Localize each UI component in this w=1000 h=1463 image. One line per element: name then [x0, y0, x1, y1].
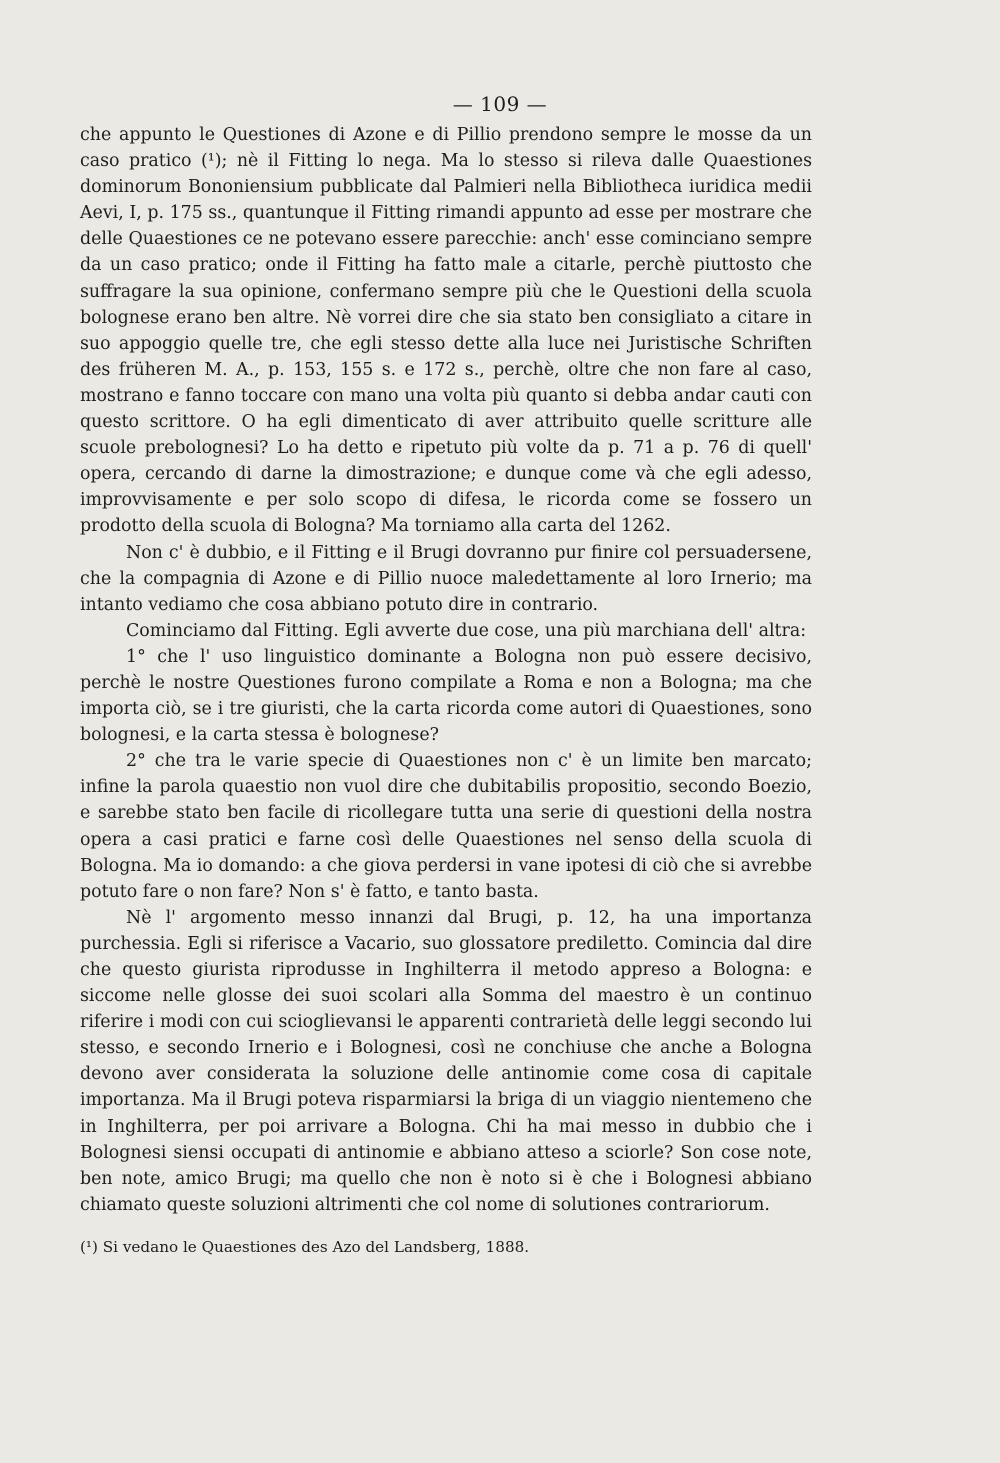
paragraph: Nè l' argomento messo innanzi dal Brugi, p. 12, ha una importanza purchessia. Egli si riferisce a Vacario, suo glossatore prediletto. Comincia dal dire che questo giurista riprodusse in Inghilterra il metodo appreso a Bologna: e siccome nelle glosse dei suoi scolari alla Somma del maestro è un continuo riferire i modi con cui scioglievansi le apparenti contrarietà delle leggi secondo lui stesso, e secondo Irnerio e i Bolognesi, così ne conchiuse che anche a Bologna devono aver considerata la soluzione delle antinomie come cosa di capitale importanza. Ma il Brugi poteva risparmiarsi la briga di un viaggio nientemeno che in Inghilterra, per poi arrivare a Bologna. Chi ha mai messo in dubbio che i Bolognesi siensi occupati di antinomie e abbiano atteso a sciorle? Son cose note, ben note, amico Brugi; ma quello che non è noto si è che i Bolognesi abbiano chiamato queste soluzioni altrimenti che col nome di solutiones contrariorum. [80, 907, 812, 1215]
footnote: (¹) Si vedano le Quaestiones des Azo del Landsberg, 1888. [80, 1238, 530, 1256]
paragraph: Cominciamo dal Fitting. Egli avverte due cose, una più marchiana dell' altra: [126, 620, 807, 641]
paragraph: che appunto le Questiones di Azone e di Pillio prendono sempre le mosse da un caso pratico (¹); nè il Fitting lo nega. Ma lo stesso si rileva dalle Quaestiones dominorum Bononiensium pubblicate dal Palmieri nella Bibliotheca iuridica medii Aevi, I, p. 175 ss., quantunque il Fitting rimandi appunto ad esse per mostrare che delle Quaestiones ce ne potevano essere parecchie: anch' esse cominciano sempre da un caso pratico; onde il Fitting ha fatto male a citarle, perchè piuttosto che suffragare la sua opinione, confermano sempre più che le Questioni della scuola bolognese erano ben altre. Nè vorrei dire che sia stato ben consigliato a citare in suo appoggio quelle tre, che egli stesso dette alla luce nei Juristische Schriften des früheren M. A., p. 153, 155 s. e 172 s., perchè, oltre che non fare al caso, mostrano e fanno toccare con mano una volta più quanto si debba andar cauti con questo scrittore. O ha egli dimenticato di aver attribuito quelle scritture alle scuole prebolognesi? Lo ha detto e ripetuto più volte da p. 71 a p. 76 di quell' opera, cercando di darne la dimostrazione; e dunque come và che egli adesso, improvvisamente e per solo scopo di difesa, le ricorda come se fossero un prodotto della scuola di Bologna? Ma torniamo alla carta del 1262. [80, 125, 812, 537]
paragraph: 1° che l' uso linguistico dominante a Bologna non può essere decisivo, perchè le nostre Questiones furono compilate a Roma e non a Bologna; ma che importa ciò, se i tre giuristi, che la carta ricorda come autori di Quaestiones, sono bolognesi, e la carta stessa è bolognese? [80, 646, 812, 746]
paragraph: Non c' è dubbio, e il Fitting e il Brugi dovranno pur finire col persuadersene, che la compagnia di Azone e di Pillio nuoce maledettamente al loro Irnerio; ma intanto vediamo che cosa abbiano potuto dire in contrario. [80, 542, 812, 615]
body-text [80, 122, 812, 1218]
page-number: — 109 — [452, 92, 548, 116]
paragraph: 2° che tra le varie specie di Quaestiones non c' è un limite ben marcato; infine la parola quaestio non vuol dire che dubitabilis propositio, secondo Boezio, e sarebbe stato ben facile di ricollegare tutta una serie di questioni della nostra opera a casi pratici e farne così delle Quaestiones nel senso della scuola di Bologna. Ma io domando: a che giova perdersi in vane ipotesi di ciò che si avrebbe potuto fare o non fare? Non s' è fatto, e tanto basta. [80, 751, 812, 902]
